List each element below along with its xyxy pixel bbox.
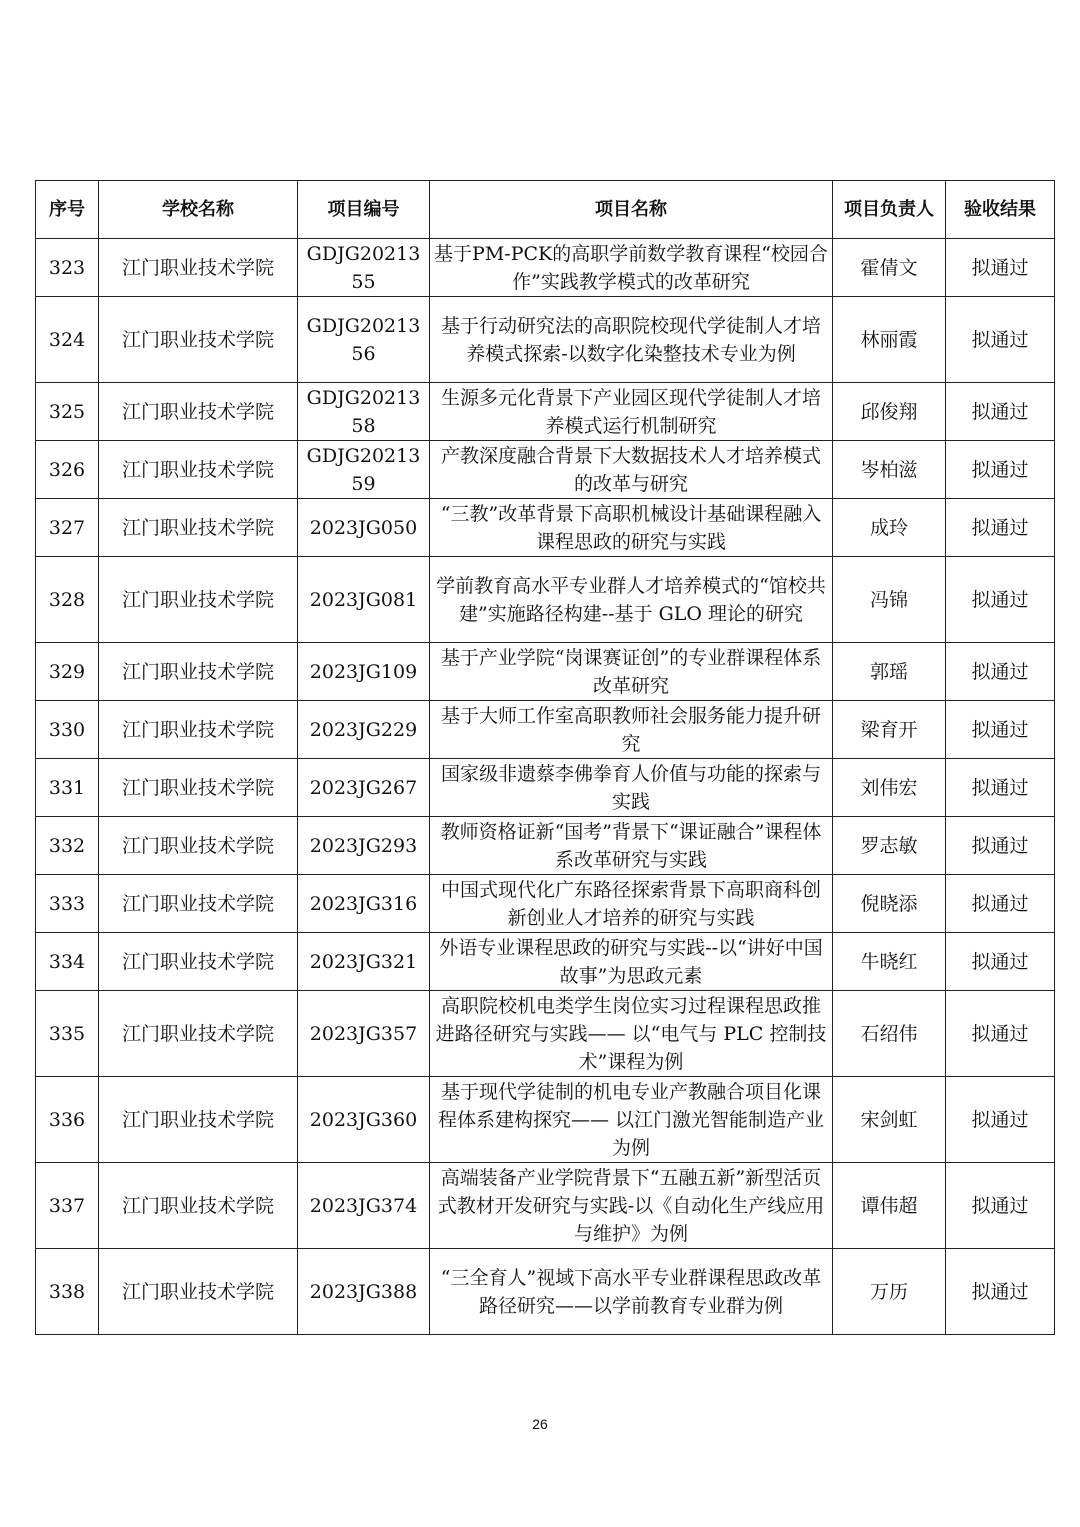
cell-no: 336 — [36, 1077, 99, 1163]
cell-code: 2023JG316 — [298, 875, 430, 933]
cell-no: 331 — [36, 759, 99, 817]
cell-project-name: 基于PM-PCK的高职学前数学教育课程“校园合作”实践教学模式的改革研究 — [430, 239, 833, 297]
cell-school: 江门职业技术学院 — [99, 499, 298, 557]
cell-leader: 霍倩文 — [833, 239, 946, 297]
cell-result: 拟通过 — [946, 991, 1055, 1077]
cell-leader: 牛晓红 — [833, 933, 946, 991]
table-row — [36, 817, 1055, 875]
cell-school: 江门职业技术学院 — [99, 701, 298, 759]
cell-project-name: 高端装备产业学院背景下“五融五新”新型活页式教材开发研究与实践-以《自动化生产线应用与维护》为例 — [430, 1163, 833, 1249]
cell-school: 江门职业技术学院 — [99, 383, 298, 441]
table-row — [36, 933, 1055, 991]
table-row — [36, 991, 1055, 1077]
cell-school: 江门职业技术学院 — [99, 1163, 298, 1249]
cell-result: 拟通过 — [946, 1249, 1055, 1335]
cell-code: 2023JG050 — [298, 499, 430, 557]
cell-no: 329 — [36, 643, 99, 701]
cell-school: 江门职业技术学院 — [99, 933, 298, 991]
cell-school: 江门职业技术学院 — [99, 297, 298, 383]
cell-code: 2023JG321 — [298, 933, 430, 991]
cell-project-name: 学前教育高水平专业群人才培养模式的“馆校共建”实施路径构建--基于 GLO 理论的研究 — [430, 557, 833, 643]
cell-result: 拟通过 — [946, 1163, 1055, 1249]
cell-project-name: “三全育人”视域下高水平专业群课程思政改革路径研究——以学前教育专业群为例 — [430, 1249, 833, 1335]
cell-result: 拟通过 — [946, 875, 1055, 933]
table-row — [36, 557, 1055, 643]
cell-project-name: 教师资格证新“国考”背景下“课证融合”课程体系改革研究与实践 — [430, 817, 833, 875]
table-row — [36, 759, 1055, 817]
cell-project-name: “三教”改革背景下高职机械设计基础课程融入课程思政的研究与实践 — [430, 499, 833, 557]
cell-school: 江门职业技术学院 — [99, 643, 298, 701]
cell-leader: 倪晓添 — [833, 875, 946, 933]
cell-leader: 宋剑虹 — [833, 1077, 946, 1163]
cell-code: 2023JG081 — [298, 557, 430, 643]
cell-leader: 石绍伟 — [833, 991, 946, 1077]
cell-result: 拟通过 — [946, 297, 1055, 383]
header-leader: 项目负责人 — [833, 181, 946, 239]
cell-code: 2023JG374 — [298, 1163, 430, 1249]
cell-result: 拟通过 — [946, 239, 1055, 297]
cell-no: 324 — [36, 297, 99, 383]
header-school: 学校名称 — [99, 181, 298, 239]
table-row — [36, 383, 1055, 441]
cell-no: 327 — [36, 499, 99, 557]
table-header-row — [36, 181, 1055, 239]
cell-no: 332 — [36, 817, 99, 875]
page-number: 26 — [532, 1416, 548, 1432]
header-result: 验收结果 — [946, 181, 1055, 239]
cell-leader: 刘伟宏 — [833, 759, 946, 817]
cell-code: 2023JG293 — [298, 817, 430, 875]
cell-project-name: 高职院校机电类学生岗位实习过程课程思政推进路径研究与实践—— 以“电气与 PLC 控制技术”课程为例 — [430, 991, 833, 1077]
table-row — [36, 499, 1055, 557]
cell-code: 2023JG267 — [298, 759, 430, 817]
cell-leader: 罗志敏 — [833, 817, 946, 875]
cell-leader: 梁育开 — [833, 701, 946, 759]
cell-leader: 林丽霞 — [833, 297, 946, 383]
cell-code: GDJG2021358 — [298, 383, 430, 441]
cell-code: GDJG2021356 — [298, 297, 430, 383]
cell-leader: 谭伟超 — [833, 1163, 946, 1249]
cell-code: 2023JG360 — [298, 1077, 430, 1163]
cell-result: 拟通过 — [946, 1077, 1055, 1163]
cell-school: 江门职业技术学院 — [99, 441, 298, 499]
cell-leader: 郭瑶 — [833, 643, 946, 701]
cell-project-name: 基于大师工作室高职教师社会服务能力提升研究 — [430, 701, 833, 759]
project-table — [35, 180, 1055, 1335]
table-row — [36, 239, 1055, 297]
header-code: 项目编号 — [298, 181, 430, 239]
table-row — [36, 1163, 1055, 1249]
cell-leader: 邱俊翔 — [833, 383, 946, 441]
cell-result: 拟通过 — [946, 383, 1055, 441]
table-row — [36, 1077, 1055, 1163]
cell-result: 拟通过 — [946, 441, 1055, 499]
cell-result: 拟通过 — [946, 759, 1055, 817]
cell-result: 拟通过 — [946, 933, 1055, 991]
cell-result: 拟通过 — [946, 817, 1055, 875]
cell-no: 326 — [36, 441, 99, 499]
cell-no: 337 — [36, 1163, 99, 1249]
cell-no: 323 — [36, 239, 99, 297]
cell-code: 2023JG229 — [298, 701, 430, 759]
cell-school: 江门职业技术学院 — [99, 759, 298, 817]
cell-result: 拟通过 — [946, 557, 1055, 643]
cell-project-name: 生源多元化背景下产业园区现代学徒制人才培养模式运行机制研究 — [430, 383, 833, 441]
cell-project-name: 基于产业学院“岗课赛证创”的专业群课程体系改革研究 — [430, 643, 833, 701]
cell-school: 江门职业技术学院 — [99, 239, 298, 297]
cell-school: 江门职业技术学院 — [99, 1077, 298, 1163]
cell-project-name: 基于现代学徒制的机电专业产教融合项目化课程体系建构探究—— 以江门激光智能制造产业为例 — [430, 1077, 833, 1163]
table-row — [36, 441, 1055, 499]
cell-code: 2023JG357 — [298, 991, 430, 1077]
cell-project-name: 产教深度融合背景下大数据技术人才培养模式的改革与研究 — [430, 441, 833, 499]
cell-code: 2023JG109 — [298, 643, 430, 701]
cell-school: 江门职业技术学院 — [99, 817, 298, 875]
cell-school: 江门职业技术学院 — [99, 875, 298, 933]
table-row — [36, 701, 1055, 759]
cell-project-name: 中国式现代化广东路径探索背景下高职商科创新创业人才培养的研究与实践 — [430, 875, 833, 933]
cell-leader: 岑柏滋 — [833, 441, 946, 499]
cell-project-name: 国家级非遗蔡李佛拳育人价值与功能的探索与实践 — [430, 759, 833, 817]
cell-school: 江门职业技术学院 — [99, 1249, 298, 1335]
cell-no: 335 — [36, 991, 99, 1077]
cell-leader: 冯锦 — [833, 557, 946, 643]
cell-no: 338 — [36, 1249, 99, 1335]
table-row — [36, 1249, 1055, 1335]
cell-school: 江门职业技术学院 — [99, 557, 298, 643]
cell-leader: 成玲 — [833, 499, 946, 557]
cell-result: 拟通过 — [946, 643, 1055, 701]
table-row — [36, 297, 1055, 383]
cell-school: 江门职业技术学院 — [99, 991, 298, 1077]
cell-no: 328 — [36, 557, 99, 643]
cell-code: GDJG2021355 — [298, 239, 430, 297]
cell-project-name: 基于行动研究法的高职院校现代学徒制人才培养模式探索-以数字化染整技术专业为例 — [430, 297, 833, 383]
cell-no: 334 — [36, 933, 99, 991]
cell-result: 拟通过 — [946, 499, 1055, 557]
cell-leader: 万历 — [833, 1249, 946, 1335]
header-project-name: 项目名称 — [430, 181, 833, 239]
table-row — [36, 643, 1055, 701]
cell-project-name: 外语专业课程思政的研究与实践--以“讲好中国故事”为思政元素 — [430, 933, 833, 991]
cell-result: 拟通过 — [946, 701, 1055, 759]
cell-no: 330 — [36, 701, 99, 759]
cell-no: 333 — [36, 875, 99, 933]
cell-code: 2023JG388 — [298, 1249, 430, 1335]
cell-code: GDJG2021359 — [298, 441, 430, 499]
cell-no: 325 — [36, 383, 99, 441]
table-row — [36, 875, 1055, 933]
header-no: 序号 — [36, 181, 99, 239]
